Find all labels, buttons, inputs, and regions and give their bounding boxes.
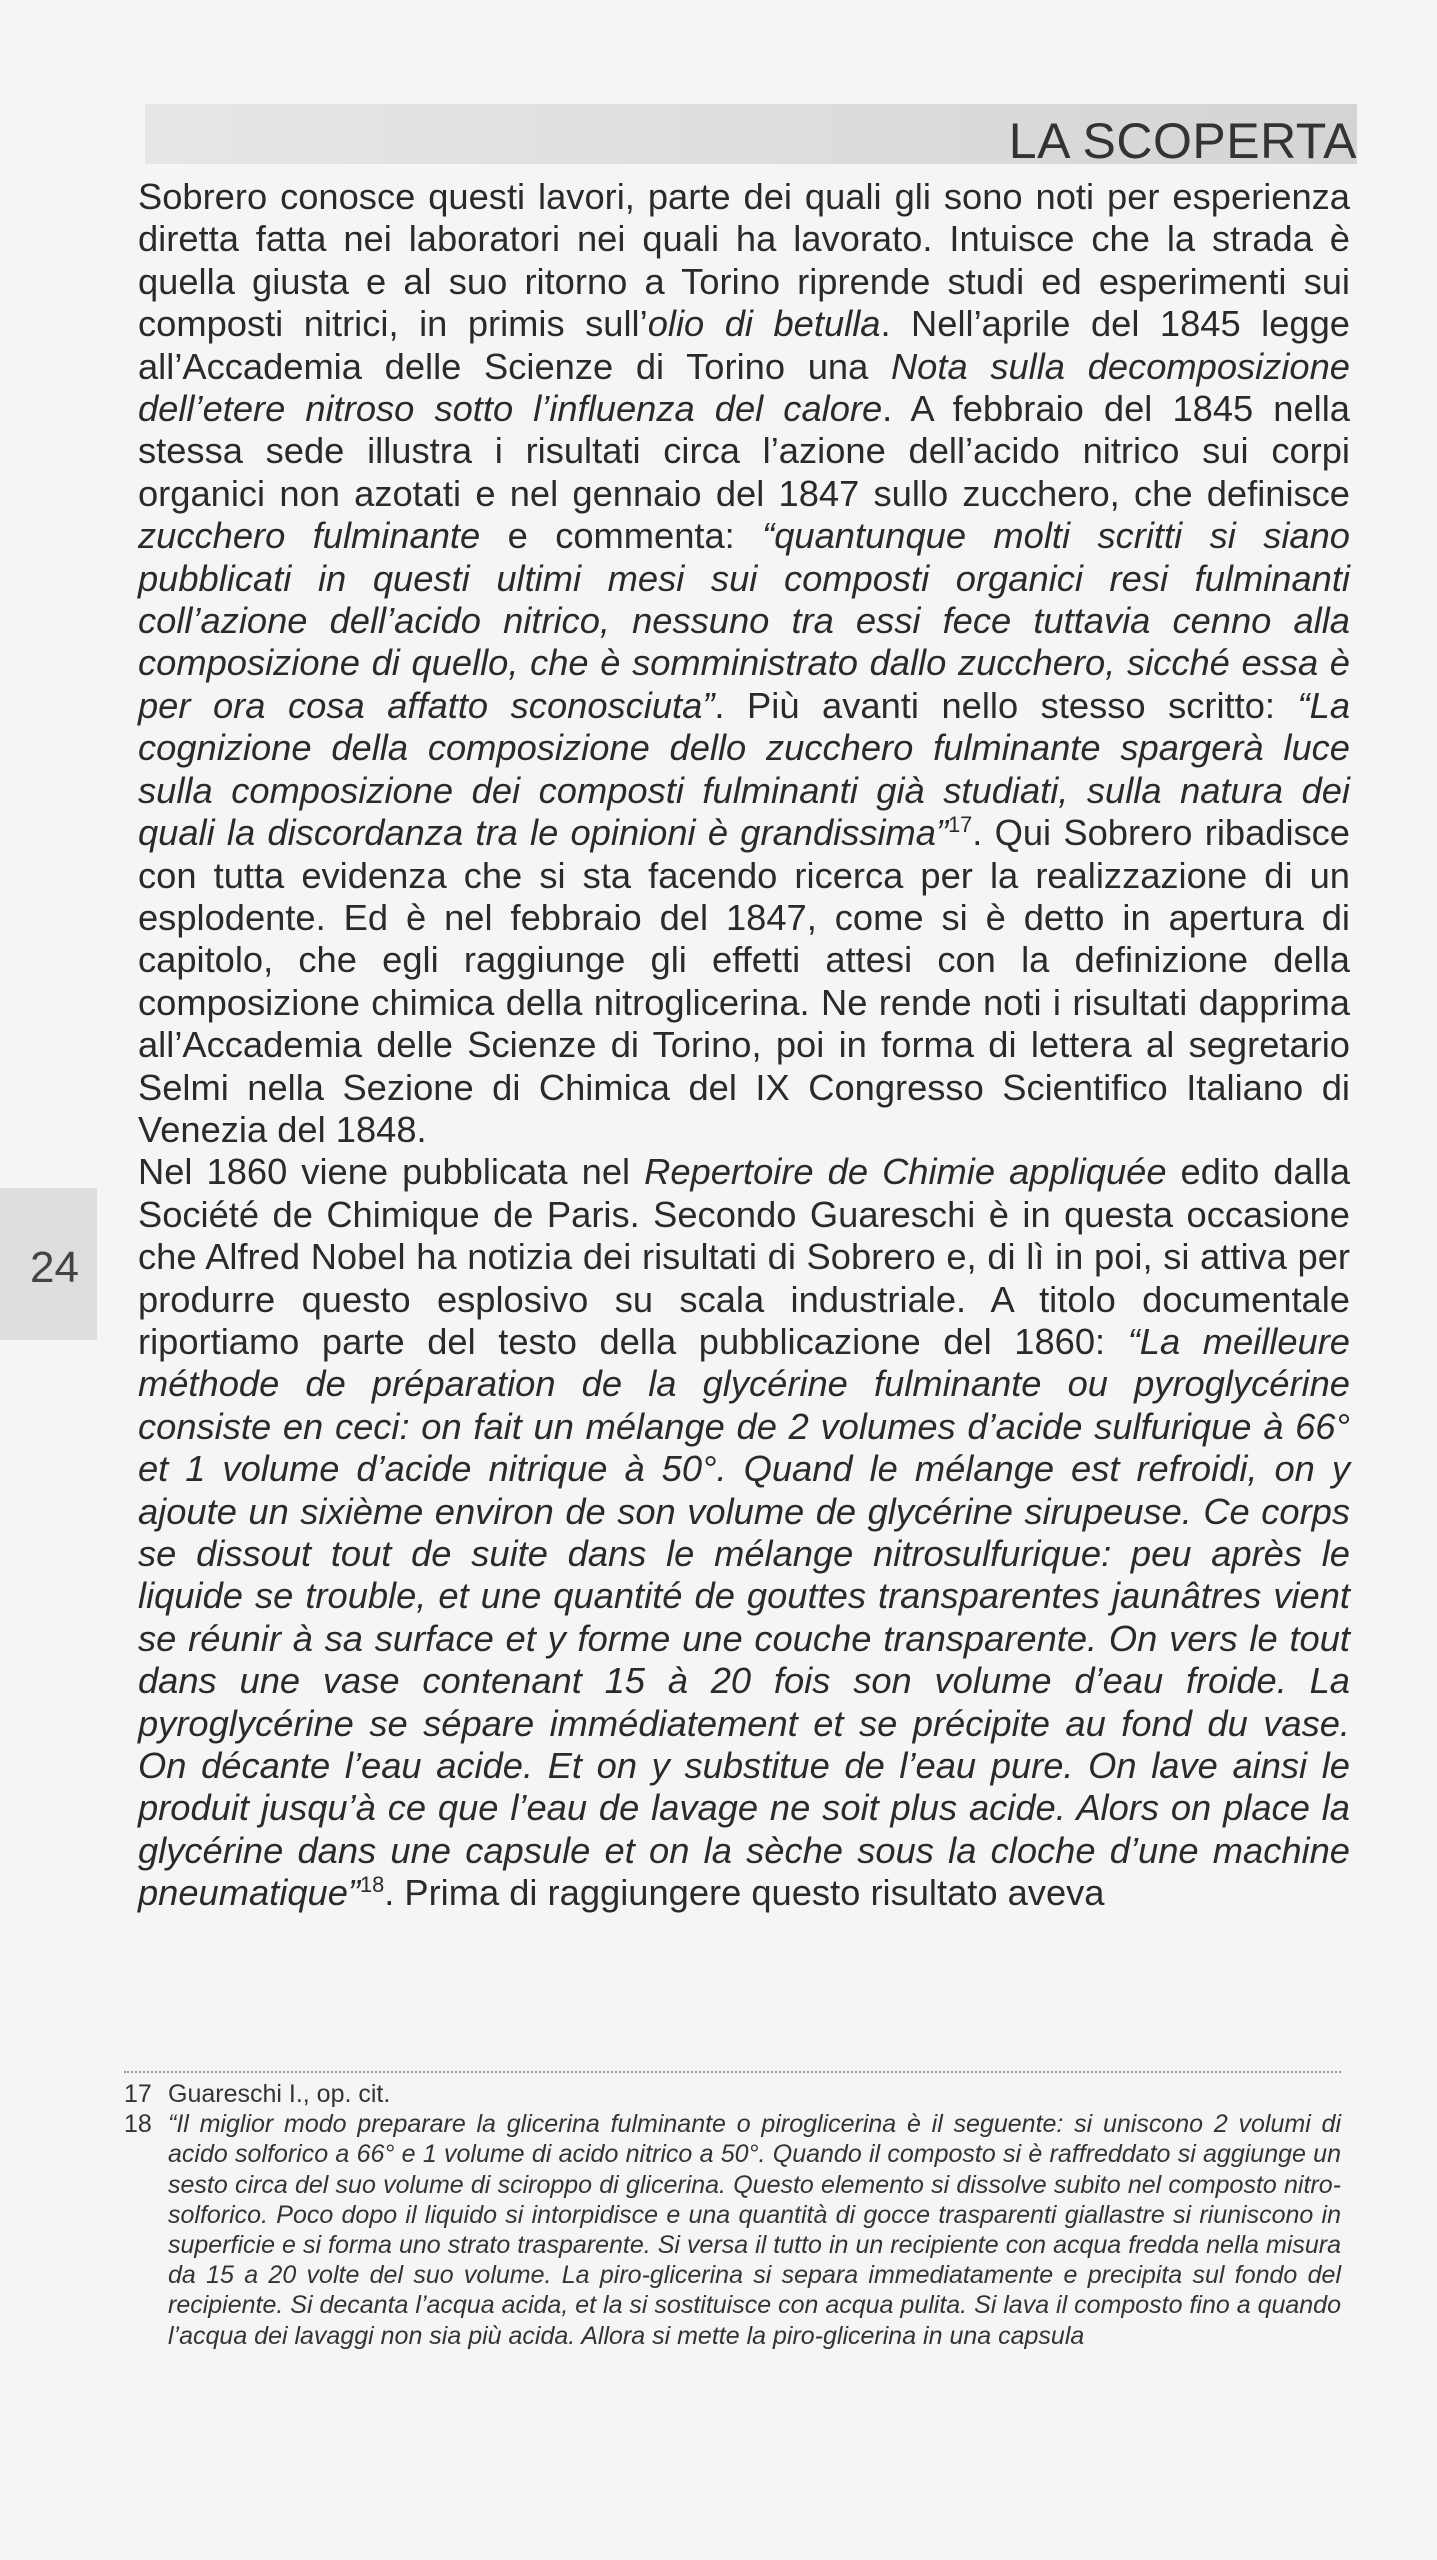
body-text <box>138 176 1350 1915</box>
footnote-reference: 17 <box>948 812 973 837</box>
text-run: . Prima di raggiungere questo risultato aveva <box>384 1872 1105 1914</box>
text-run: . Qui Sobrero ribadisce con tutta evidenza che si sta facendo ricerca per la realizzazione di un esplodente. Ed è nel febbraio del 1847, come si è detto in apertura di capitolo, che egli raggiunge gli effetti attesi con la definizione della composizione chimica della nitroglicerina. Ne rende noti i risultati dapprima all’Accademia delle Scienze di Torino, poi in forma di lettera al segretario Selmi nella Sezione di Chimica del IX Congresso Scientifico Italiano di Venezia del 1848. <box>138 812 1350 1150</box>
footnote-divider <box>124 2071 1341 2073</box>
footnote-number: 17 <box>124 2080 152 2108</box>
footnotes <box>124 2079 1341 2351</box>
page-number: 24 <box>30 1243 79 1292</box>
text-run: edito dalla Société de Chimique de Paris. Secondo Guareschi è in questa occasione che Alfred Nobel ha notizia dei risultati di Sobrero e, di lì in poi, si attiva per produrre questo esplosivo su scala industriale. A titolo documentale riportiamo parte del testo della pubblicazione del 1860: <box>138 1151 1351 1362</box>
text-run: Nel 1860 viene pubblicata nel <box>138 1151 645 1193</box>
text-run: e commenta: <box>480 515 763 557</box>
italic-text-run: “La cognizione della composizione dello zucchero fulminante spargerà luce sulla composizione dei composti fulminanti già studiati, sulla natura dei quali la discordanza tra le opinioni è grandissima” <box>138 684 1351 854</box>
text-run: Sobrero conosce questi lavori, parte dei quali gli sono noti per esperienza diretta fatta nei laboratori nei quali ha lavorato. Intuisce che la strada è quella giusta e al suo ritorno a Torino riprende studi ed esperimenti sui composti nitrici, in primis sull’ <box>138 176 1350 345</box>
section-title: LA SCOPERTA <box>1008 113 1357 169</box>
text-run: . Più avanti nello stesso scritto: <box>714 684 1298 726</box>
footnote-number: 18 <box>124 2110 152 2139</box>
text-run: . Nell’aprile del 1845 legge all’Accademia delle Scienze di Torino una <box>138 303 1350 387</box>
paragraph <box>138 1151 1350 1914</box>
italic-text-run: “La meilleure méthode de préparation de la glycérine fulminante ou pyroglycérine consiste en ceci: on fait un mélange de 2 volumes d’acide sulfurique à 66° et 1 volume d’acide nitrique à 50°. Quand le mélange est refroidi, on y ajoute un sixième environ de son volume de glycérine sirupeuse. Ce corps se dissout tout de suite dans le mélange nitrosulfurique: peu après le liquide se trouble, et une quantité de gouttes transparentes jaunâtres vient se réunir à sa surface et y forme une couche transparente. On vers le tout dans une vase contenant 15 à 20 fois son volume d’eau froide. La pyroglycérine se sépare immédiatement et se précipite au fond du vase. On décante l’eau acide. Et on y substitue de l’eau pure. On lave ainsi le produit jusqu’à ce que l’eau de lavage ne soit plus acide. Alors on place la glycérine dans une capsule et on la sèche sous la cloche d’une machine pneumatique” <box>138 1320 1350 1914</box>
footnote <box>124 2079 1341 2109</box>
paragraph <box>138 176 1350 1151</box>
footnote-text: Guareschi I., op. cit. <box>168 2080 391 2108</box>
italic-text-run: “quantunque molti scritti si siano pubblicati in questi ultimi mesi sui composti organici resi fulminanti coll’azione dell’acido nitrico, nessuno tra essi fece tuttavia cenno alla composizione di quello, che è somministrato dallo zucchero, sicché essa è per ora cosa affatto sconosciuta” <box>138 515 1350 726</box>
text-run: . A febbraio del 1845 nella stessa sede illustra i risultati circa l’azione dell’acido nitrico sui corpi organici non azotati e nel gennaio del 1847 sullo zucchero, che definisce <box>138 388 1350 514</box>
italic-text-run: olio di betulla <box>647 303 881 345</box>
italic-text-run: Repertoire de Chimie appliquée <box>644 1151 1167 1193</box>
footnote-text: “Il miglior modo preparare la glicerina fulminante o piroglicerina è il seguente: si uniscono 2 volumi di acido solforico a 66° e 1 volume di acido nitrico a 50°. Quando il composto si è raffreddato si aggiunge un sesto circa del suo volume di sciroppo di glicerina. Questo elemento si dissolve subito nel composto nitro-solforico. Poco dopo il liquido si intorpidisce e una quantità di gocce trasparenti giallastre si riuniscono in superficie e si forma uno strato trasparente. Si versa il tutto in un recipiente con acqua fredda nella misura da 15 a 20 volte del suo volume. La piro-glicerina si separa immediatamente e precipita sul fondo del recipiente. Si decanta l’acqua acida, et la si sostituisce con acqua pulita. Si lava il composto fino a quando l’acqua dei lavaggi non sia più acida. Allora si mette la piro-glicerina in una capsula <box>168 2110 1341 2350</box>
footnote <box>124 2109 1341 2351</box>
italic-text-run: zucchero fulminante <box>138 515 481 557</box>
italic-text-run: Nota sulla decomposizione dell’etere nitroso sotto l’influenza del calore <box>138 345 1350 430</box>
footnote-reference: 18 <box>359 1872 385 1898</box>
